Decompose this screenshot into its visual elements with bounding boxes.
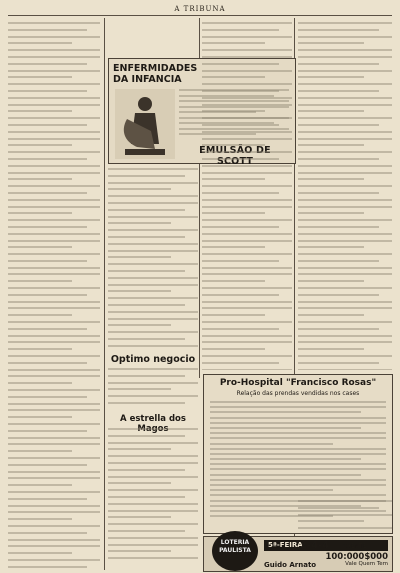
column-1-article xyxy=(8,20,100,570)
column-2-article xyxy=(108,168,198,358)
ad-title-line-2: DA INFANCIA xyxy=(113,74,182,85)
ad-title-line-1: ENFERMIDADES xyxy=(113,63,198,74)
column-4-lower-text xyxy=(298,500,392,534)
pro-hospital-subtitle: Relação das prendas vendidas nos cases xyxy=(236,390,360,397)
lottery-phone: 2-4-4 xyxy=(300,540,330,551)
column-divider xyxy=(104,18,105,570)
optimo-negocio-text xyxy=(108,368,198,408)
lottery-ad xyxy=(203,536,393,572)
lottery-agent-name: Guido Arnato xyxy=(264,561,317,569)
column-4-article xyxy=(298,20,392,370)
lottery-slogan: Vale Quem Tem xyxy=(345,561,388,567)
lottery-badge: LOTERIA PAULISTA xyxy=(212,531,258,571)
fisherman-illustration-icon xyxy=(115,89,175,159)
masthead: A TRIBUNA xyxy=(174,5,226,13)
ad-brand: EMULSÃO DE SCOTT xyxy=(199,145,271,167)
pro-hospital-title: Pro-Hospital "Francisco Rosas" xyxy=(219,378,377,388)
lottery-day: 5ª-FEIRA xyxy=(264,540,388,551)
masthead-rule xyxy=(8,15,392,16)
estrella-magos-text xyxy=(108,428,198,568)
lottery-agent-label: AGENTE xyxy=(342,543,367,550)
column-3-article xyxy=(202,20,292,370)
lottery-prize: 100:000$000 xyxy=(325,552,388,562)
estrella-magos-heading: A estrella dos Magos xyxy=(120,414,186,434)
column-1-text xyxy=(8,22,100,570)
optimo-negocio-heading: Optimo negocio xyxy=(110,354,196,365)
